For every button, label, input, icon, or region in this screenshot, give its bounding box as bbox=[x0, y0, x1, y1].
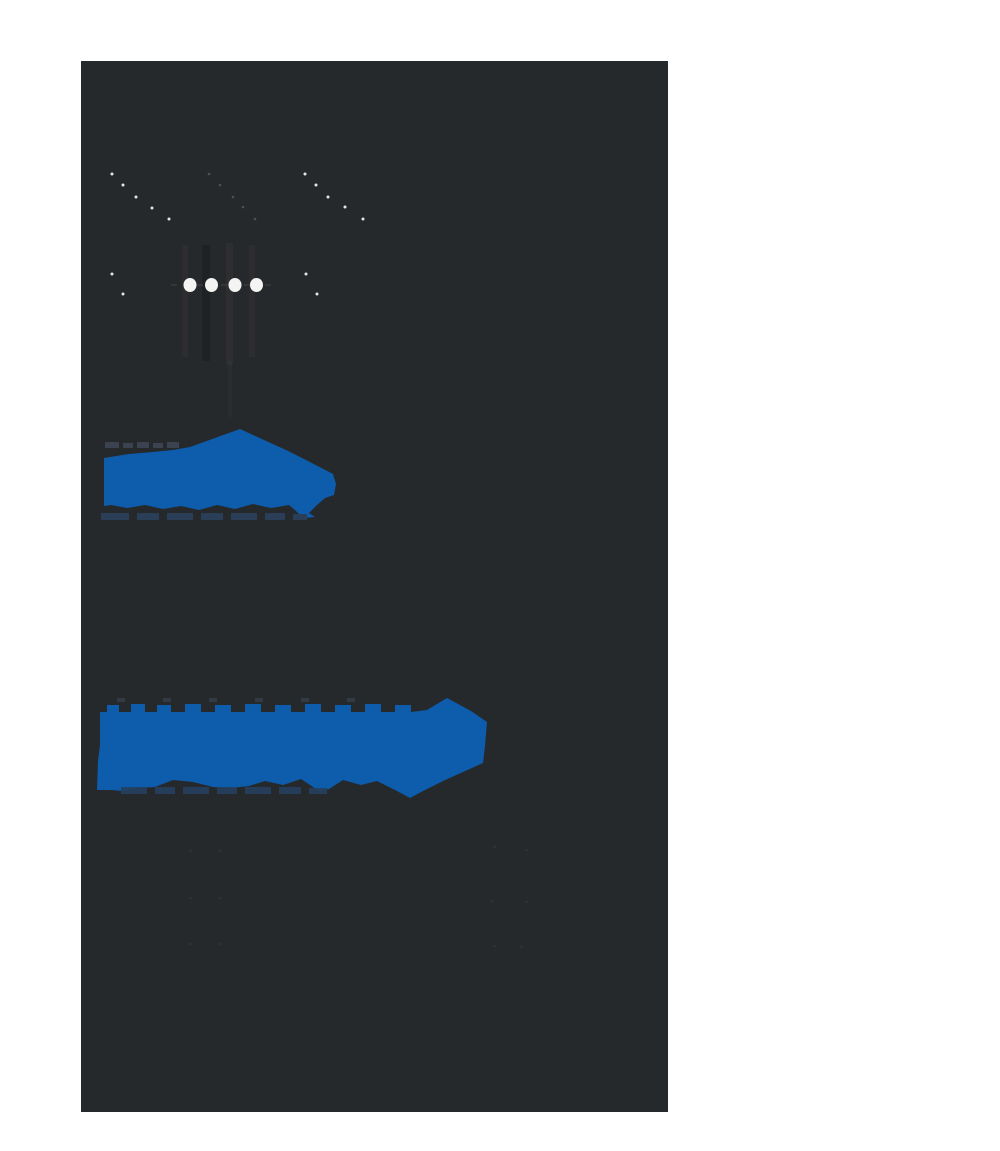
subline-fragment bbox=[231, 513, 257, 520]
caption-fragment bbox=[137, 442, 149, 448]
caption-above-headline-2 bbox=[117, 698, 355, 702]
confetti-dots-faint bbox=[208, 173, 257, 221]
caption-above-headline-1 bbox=[105, 442, 179, 448]
subline-fragment bbox=[155, 787, 175, 794]
speck bbox=[189, 897, 192, 899]
caption-fragment bbox=[117, 698, 125, 702]
speck bbox=[525, 849, 528, 851]
subline-fragment bbox=[167, 513, 193, 520]
light-streak bbox=[228, 361, 232, 417]
confetti-dot bbox=[362, 218, 365, 221]
speck bbox=[189, 850, 192, 852]
light-streak bbox=[226, 243, 233, 365]
confetti-dot-faint bbox=[208, 173, 211, 176]
confetti-dot bbox=[151, 207, 154, 210]
confetti-dot bbox=[316, 293, 319, 296]
subline-fragment bbox=[245, 787, 271, 794]
speck bbox=[189, 943, 192, 945]
confetti-dots bbox=[111, 173, 365, 296]
subline-fragment bbox=[201, 513, 223, 520]
confetti-dot-faint bbox=[242, 206, 245, 209]
light-streak bbox=[249, 245, 255, 357]
confetti-dot bbox=[122, 184, 125, 187]
subline-fragment bbox=[309, 788, 327, 794]
phone-screenshot-panel bbox=[81, 61, 668, 1112]
faint-speck-rows bbox=[189, 846, 528, 948]
dash bbox=[265, 284, 271, 286]
speck bbox=[493, 945, 496, 947]
subline-fragment bbox=[217, 787, 237, 794]
confetti-dot bbox=[122, 293, 125, 296]
passcode-dot bbox=[250, 278, 263, 292]
passcode-dot bbox=[229, 278, 242, 292]
confetti-dot-faint bbox=[254, 218, 257, 221]
confetti-dot bbox=[111, 273, 114, 276]
caption-fragment bbox=[163, 698, 171, 702]
subline-fragment bbox=[279, 787, 301, 794]
confetti-dot bbox=[305, 273, 308, 276]
confetti-dot bbox=[111, 173, 114, 176]
confetti-dot bbox=[304, 173, 307, 176]
caption-fragment bbox=[301, 698, 309, 702]
speck bbox=[525, 901, 528, 903]
caption-fragment bbox=[123, 443, 133, 448]
speck bbox=[520, 946, 523, 948]
headline-blob-2 bbox=[97, 698, 487, 798]
caption-fragment bbox=[153, 443, 163, 448]
confetti-dot-faint bbox=[232, 196, 235, 199]
caption-fragment bbox=[167, 442, 179, 448]
dash bbox=[244, 284, 250, 286]
confetti-dot bbox=[315, 184, 318, 187]
subline-fragment bbox=[265, 513, 285, 520]
confetti-dot bbox=[135, 196, 138, 199]
subline-under-headline-2 bbox=[121, 787, 327, 794]
confetti-dot bbox=[327, 196, 330, 199]
speck bbox=[218, 897, 221, 899]
confetti-dot bbox=[344, 206, 347, 209]
light-streak bbox=[182, 245, 188, 357]
subline-fragment bbox=[293, 514, 307, 520]
caption-fragment bbox=[105, 442, 119, 448]
speck bbox=[218, 850, 221, 852]
caption-fragment bbox=[209, 698, 217, 702]
speck bbox=[218, 943, 221, 945]
dark-streak bbox=[202, 245, 210, 361]
dash bbox=[171, 284, 177, 286]
subline-fragment bbox=[137, 513, 159, 520]
confetti-dot-faint bbox=[219, 184, 222, 187]
confetti-dot bbox=[168, 218, 171, 221]
speck bbox=[493, 846, 496, 848]
light-streaks bbox=[182, 243, 255, 417]
speck bbox=[490, 900, 493, 902]
subline-fragment bbox=[121, 787, 147, 794]
dash bbox=[197, 284, 203, 286]
passcode-dot bbox=[184, 278, 197, 292]
dash bbox=[221, 284, 227, 286]
passcode-dot bbox=[205, 278, 218, 292]
panel-artwork bbox=[81, 61, 668, 1112]
subline-fragment bbox=[101, 513, 129, 520]
subline-under-headline-1 bbox=[101, 513, 307, 520]
subline-fragment bbox=[183, 787, 209, 794]
caption-fragment bbox=[347, 698, 355, 702]
caption-fragment bbox=[255, 698, 263, 702]
